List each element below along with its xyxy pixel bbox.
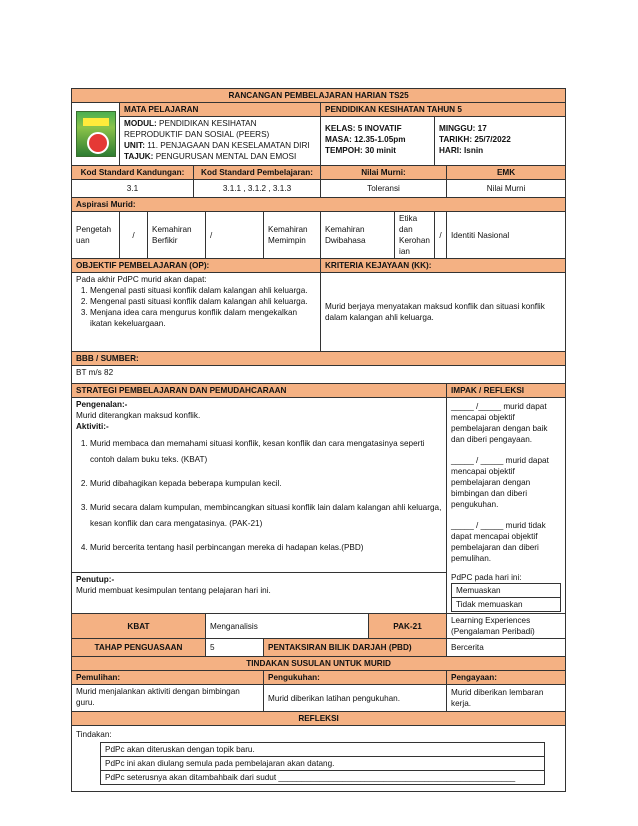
pak-label: PAK-21 <box>369 614 447 639</box>
strategi-label: STRATEGI PEMBELAJARAN DAN PEMUDAHCARAAN <box>72 384 447 398</box>
pengenalan-label: Pengenalan:- <box>76 400 128 409</box>
aktiviti-item: 1. Murid membaca dan memahami situasi konflik, kesan konflik dan cara mengatasinya seperti contoh dalam buku teks. (KBAT) <box>90 436 442 468</box>
objektif-content <box>72 273 321 352</box>
penutup-text: Murid membuat kesimpulan tentang pelajaran hari ini. <box>76 586 271 595</box>
pengenalan-text: Murid diterangkan maksud konflik. <box>76 411 201 420</box>
nilai-header: Nilai Murni: <box>321 166 447 180</box>
pdpc-label: PdPC pada hari ini: <box>451 573 522 582</box>
kod-sk-header: Kod Standard Kandungan: <box>72 166 194 180</box>
kod-sp-value: 3.1.1 , 3.1.2 , 3.1.3 <box>194 180 321 198</box>
kelas: KELAS: 5 INOVATIF <box>325 124 402 133</box>
aktiviti-item: 2. Murid dibahagikan kepada beberapa kumpulan kecil. <box>90 476 442 492</box>
aspirasi-nasional: Identiti Nasional <box>447 212 566 259</box>
unit-label: UNIT: <box>124 141 145 150</box>
objektif-list <box>76 285 316 329</box>
impak-reflection-3: _____ / _____ murid tidak dapat mencapai objektif pembelajaran dan diberi pemulihan. <box>451 521 546 563</box>
kbat-label: KBAT <box>72 614 206 639</box>
kod-sp-header: Kod Standard Pembelajaran: <box>194 166 321 180</box>
aspirasi-label: Aspirasi Murid: <box>72 198 566 212</box>
pbd-label: PENTAKSIRAN BILIK DARJAH (PBD) <box>264 639 447 657</box>
objektif-item: 2. Mengenal pasti situasi konflik dalam kalangan ahli keluarga. <box>90 296 316 307</box>
minggu: MINGGU: 17 <box>439 124 487 133</box>
aspirasi-tick-2: / <box>206 212 264 259</box>
tajuk-value: PENGURUSAN MENTAL DAN EMOSI <box>155 152 297 161</box>
refleksi-option-ulang[interactable]: PdPc ini akan diulang semula pada pembelajaran akan datang. <box>101 757 545 771</box>
refleksi-options <box>100 742 545 785</box>
kbat-value: Menganalisis <box>206 614 369 639</box>
tempoh: TEMPOH: 30 minit <box>325 146 396 155</box>
kod-sk-value: 3.1 <box>72 180 194 198</box>
aktiviti-list <box>76 436 442 556</box>
refleksi-option-tambahbaik[interactable]: PdPc seterusnya akan ditambahbaik dari sudut ____________________________________________________ <box>101 771 545 785</box>
strategi-content <box>72 398 447 573</box>
subject-value: PENDIDIKAN KESIHATAN TAHUN 5 <box>321 103 566 117</box>
refleksi-option-teruskan[interactable]: PdPc akan diteruskan dengan topik baru. <box>101 743 545 757</box>
tajuk-label: TAJUK: <box>124 152 154 161</box>
bbb-value: BT m/s 82 <box>72 366 566 384</box>
pbd-value: Bercerita <box>447 639 566 657</box>
pemulihan-label: Pemulihan: <box>72 671 264 685</box>
refleksi-label: REFLEKSI <box>72 712 566 726</box>
tp-label: TAHAP PENGUASAAN <box>72 639 206 657</box>
kriteria-text: Murid berjaya menyatakan maksud konflik dan situasi konflik dalam kalangan ahli keluarga. <box>321 273 566 352</box>
pengayaan-text: Murid diberikan lembaran kerja. <box>447 685 566 712</box>
lesson-plan-table <box>71 88 566 792</box>
aspirasi-kerohanian: Etika dan Kerohanian <box>395 212 435 259</box>
pdpc-option-memuaskan[interactable]: Memuaskan <box>452 584 561 598</box>
lesson-plan-page <box>71 88 565 792</box>
impak-reflection-1: _____ /_____ murid dapat mencapai objektif pembelajaran dengan baik dan diberi pengayaan. <box>451 402 548 444</box>
impak-label: IMPAK / REFLEKSI <box>447 384 566 398</box>
emk-value: Nilai Murni <box>447 180 566 198</box>
objektif-item: 3. Menjana idea cara mengurus konflik dalam mengekalkan ikatan kekeluargaan. <box>90 307 316 329</box>
unit-value: 11. PENJAGAAN DAN KESELAMATAN DIRI <box>147 141 310 150</box>
textbook-cover-icon <box>76 111 116 157</box>
pengukuhan-label: Pengukuhan: <box>264 671 447 685</box>
refleksi-tindakan-label: Tindakan: <box>76 730 112 739</box>
class-info <box>321 117 435 166</box>
objektif-intro: Pada akhir PdPC murid akan dapat: <box>76 275 207 284</box>
penutup-label: Penutup:- <box>76 575 115 584</box>
objektif-item: 1. Mengenal pasti situasi konflik dalam kalangan ahli keluarga. <box>90 285 316 296</box>
aspirasi-memimpin: Kemahiran Memimpin <box>264 212 321 259</box>
impak-reflection-2: _____ / _____ murid dapat mencapai objektif pembelajaran dengan bimbingan dan diberi pengukuhan. <box>451 456 549 509</box>
pengayaan-label: Pengayaan: <box>447 671 566 685</box>
learning-experiences: Learning Experiences (Pengalaman Peribadi) <box>447 614 566 639</box>
aspirasi-berfikir: Kemahiran Berfikir <box>148 212 206 259</box>
masa: MASA: 12.35-1.05pm <box>325 135 406 144</box>
tp-value: 5 <box>206 639 264 657</box>
modul-value: PENDIDIKAN KESIHATAN REPRODUKTIF DAN SOSIAL (PEERS) <box>124 119 270 139</box>
aspirasi-tick-3: / <box>435 212 447 259</box>
page-title: RANCANGAN PEMBELAJARAN HARIAN TS25 <box>72 89 566 103</box>
textbook-cover <box>72 103 120 166</box>
pdpc-options <box>451 583 561 612</box>
nilai-value: Toleransi <box>321 180 447 198</box>
pdpc-option-tidak-memuaskan[interactable]: Tidak memuaskan <box>452 598 561 612</box>
aspirasi-dwibahasa: Kemahiran Dwibahasa <box>321 212 395 259</box>
kriteria-label: KRITERIA KEJAYAAN (KK): <box>321 259 566 273</box>
aktiviti-label: Aktiviti:- <box>76 422 109 431</box>
aspirasi-pengetahuan: Pengetahuan <box>72 212 120 259</box>
objektif-label: OBJEKTIF PEMBELAJARAN (OP): <box>72 259 321 273</box>
modul-label: MODUL: <box>124 119 157 128</box>
hari: HARI: Isnin <box>439 146 484 155</box>
date-info <box>435 117 566 166</box>
aktiviti-item: 4. Murid bercerita tentang hasil perbincangan mereka di hadapan kelas.(PBD) <box>90 540 442 556</box>
pemulihan-text: Murid menjalankan aktiviti dengan bimbingan guru. <box>72 685 264 712</box>
tindakan-label: TINDAKAN SUSULAN UNTUK MURID <box>72 657 566 671</box>
impak-content <box>447 398 566 614</box>
emk-header: EMK <box>447 166 566 180</box>
bbb-label: BBB / SUMBER: <box>72 352 566 366</box>
subject-label: MATA PELAJARAN <box>120 103 321 117</box>
aspirasi-tick-1: / <box>120 212 148 259</box>
tarikh: TARIKH: 25/7/2022 <box>439 135 511 144</box>
penutup-content <box>72 573 447 614</box>
pengukuhan-text: Murid diberikan latihan pengukuhan. <box>264 685 447 712</box>
module-info <box>120 117 321 166</box>
refleksi-content <box>72 726 566 792</box>
aktiviti-item: 3. Murid secara dalam kumpulan, membincangkan situasi konflik lain dalam kalangan ahli keluarga, kesan konflik dan cara mengatasinya. (PAK-21) <box>90 500 442 532</box>
